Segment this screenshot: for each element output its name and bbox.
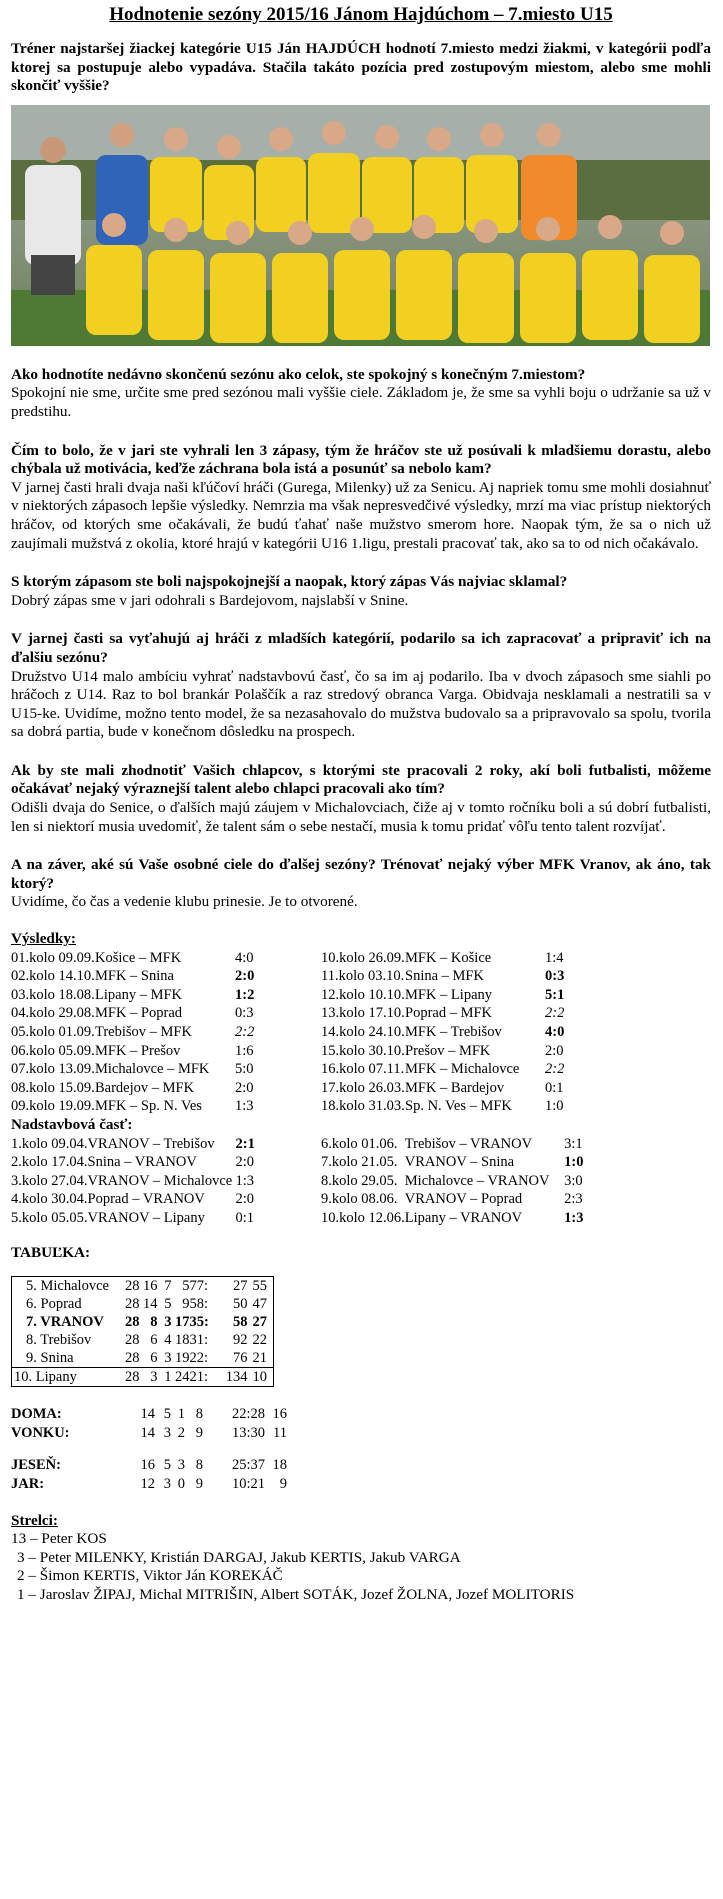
scorer-line: 3 – Peter MILENKY, Kristián DARGAJ, Jakub KERTIS, Jakub VARGA xyxy=(17,1548,461,1566)
results-heading: Výsledky: xyxy=(11,930,76,948)
result-match: Poprad – MFK xyxy=(405,1005,493,1022)
standings-p: 28 xyxy=(125,1278,140,1295)
standings-pts: 47 xyxy=(252,1296,267,1313)
scorer-line: 2 – Šimon KERTIS, Viktor Ján KOREKÁČ xyxy=(17,1567,283,1585)
standings-pts: 10 xyxy=(248,1368,274,1387)
stats-d: 3 xyxy=(177,1457,185,1474)
standings-gf: 58: xyxy=(189,1296,209,1313)
result-round: 11.kolo 03.10. xyxy=(321,968,405,985)
scorers-list xyxy=(11,1530,711,1604)
result-match: VRANOV – Poprad xyxy=(404,1191,523,1208)
standings-pts: 27 xyxy=(252,1314,267,1331)
result-row xyxy=(321,986,591,1005)
standings-team: 10. Lipany xyxy=(12,1368,118,1387)
standings-w: 3 xyxy=(140,1368,158,1387)
stats-p: 16 xyxy=(140,1457,155,1474)
standings-d: 3 xyxy=(164,1350,172,1367)
result-row xyxy=(321,1172,601,1191)
result-match: VRANOV – Trebišov xyxy=(87,1135,215,1152)
stats-p: 12 xyxy=(140,1475,155,1492)
result-round: 07.kolo 13.09. xyxy=(11,1061,95,1078)
qa-block xyxy=(11,366,711,422)
result-row xyxy=(11,1172,321,1191)
stats-row xyxy=(11,1424,287,1443)
answer: Družstvo U14 malo ambíciu vyhrať nadstavbovú časť, čo sa im aj podarilo. Iba v dvoch zápasoch sme siahli po hráčoch z U14. Raz to bol brankár Polaščík a raz stredový obranca Varga. Obidvaja nesklamali a nestratili sa v U15-ke. Uvidíme, možno tento model, že sa nezasahovalo do mužstva budovalo sa a pripravovalo sa spolu, tvorila sa dobrá partia, bude v konečnom dôsledku na prospech. xyxy=(11,667,711,741)
result-score: 1:3 xyxy=(235,1098,254,1115)
standings-row xyxy=(12,1349,274,1368)
result-row xyxy=(11,1153,321,1172)
result-round: 4.kolo 30.04. xyxy=(11,1191,88,1208)
standings-l: 24 xyxy=(172,1368,190,1387)
result-score: 2:0 xyxy=(235,968,255,985)
stats-label: JESEŇ: xyxy=(11,1457,61,1474)
standings-pts: 55 xyxy=(252,1278,267,1295)
intro-paragraph: Tréner najstaršej žiackej kategórie U15 Ján HAJDÚCH hodnotí 7.miesto medzi žiakmi, v kategórii podľa ktorej sa postupuje alebo vypadáva. Stačila takáto pozícia pred zostupovým miestom, alebo sme mohli skončiť vyššie? xyxy=(11,40,711,95)
result-round: 09.kolo 19.09. xyxy=(11,1098,95,1115)
result-score: 0:3 xyxy=(235,1005,254,1022)
result-score: 1:6 xyxy=(235,1042,254,1059)
standings-p: 28 xyxy=(125,1314,140,1331)
result-row xyxy=(321,949,591,968)
result-round: 8.kolo 29.05. xyxy=(321,1172,398,1189)
result-score: 3:0 xyxy=(564,1172,583,1189)
standings-team: 9. Snina xyxy=(26,1350,74,1367)
extra-block xyxy=(11,1135,711,1228)
answer: Odišli dvaja do Senice, o ďalších majú záujem v Michalovciach, čiže aj v tomto ročníku boli a sú dobrí futbalisti, len si niektorí musia uvedomiť, že talent sám o sebe nestačí, musia k tomu pridať vôľu tento talent rozvíjať. xyxy=(11,799,711,835)
extra-left-table xyxy=(11,1135,321,1228)
standings-gf: 31: xyxy=(189,1332,209,1349)
result-row xyxy=(11,949,321,968)
result-round: 02.kolo 14.10. xyxy=(11,968,95,985)
extra-heading: Nadstavbová časť: xyxy=(11,1115,133,1133)
result-match: Lipany – VRANOV xyxy=(404,1209,523,1226)
result-row xyxy=(11,1004,321,1023)
stats-label: VONKU: xyxy=(11,1424,70,1441)
result-score: 4:0 xyxy=(235,949,254,966)
question: Ako hodnotíte nedávno skončenú sezónu ako celok, ste spokojný s konečným 7.miestom? xyxy=(11,365,586,383)
qa-block xyxy=(11,442,711,554)
result-round: 10.kolo 26.09. xyxy=(321,949,405,966)
result-match: Trebišov – MFK xyxy=(95,1024,192,1040)
result-row xyxy=(321,1079,591,1098)
result-score: 2:0 xyxy=(235,1154,255,1171)
results-block xyxy=(11,949,711,1116)
result-score: 5:0 xyxy=(235,1061,254,1078)
stats-l: 8 xyxy=(195,1457,203,1474)
result-score: 2:0 xyxy=(235,1191,255,1208)
article-title: Hodnotenie sezóny 2015/16 Jánom Hajdúchom – 7.miesto U15 xyxy=(109,4,613,25)
team-photo xyxy=(11,105,710,346)
standings-w: 6 xyxy=(150,1332,158,1349)
result-row xyxy=(321,1042,591,1061)
standings-l: 5 xyxy=(182,1278,190,1295)
result-score: 2:2 xyxy=(545,1005,565,1022)
result-round: 10.kolo 12.06. xyxy=(321,1209,405,1226)
standings-ga: 58 xyxy=(233,1314,248,1331)
result-match: MFK – Snina xyxy=(95,968,174,985)
qa-block xyxy=(11,762,711,836)
stats-pts: 18 xyxy=(272,1457,287,1474)
standings-table xyxy=(11,1276,274,1387)
standings-l: 18 xyxy=(175,1332,190,1349)
standings-row xyxy=(12,1295,274,1313)
result-match: Snina – VRANOV xyxy=(87,1154,197,1171)
result-round: 16.kolo 07.11. xyxy=(321,1061,405,1078)
result-score: 2:1 xyxy=(235,1135,255,1152)
standings-row xyxy=(12,1313,274,1331)
result-score: 5:1 xyxy=(545,986,565,1003)
result-round: 6.kolo 01.06. xyxy=(321,1135,398,1152)
result-row xyxy=(11,1042,321,1061)
standings-l: 9 xyxy=(182,1296,190,1313)
result-score: 1:3 xyxy=(564,1209,584,1226)
standings-l: 17 xyxy=(175,1314,190,1331)
stats-p: 14 xyxy=(140,1424,155,1441)
result-match: Poprad – VRANOV xyxy=(87,1191,205,1208)
stats-d: 2 xyxy=(177,1424,185,1441)
result-row xyxy=(321,1190,601,1209)
result-round: 17.kolo 26.03. xyxy=(321,1079,405,1096)
stats-l: 9 xyxy=(195,1475,203,1492)
stats-w: 5 xyxy=(163,1406,171,1423)
result-score: 1:0 xyxy=(564,1154,584,1171)
result-row xyxy=(11,1190,321,1209)
result-match: Trebišov – VRANOV xyxy=(404,1135,533,1152)
standings-d: 3 xyxy=(164,1314,172,1331)
standings-p: 28 xyxy=(125,1296,140,1313)
stats-label: JAR: xyxy=(11,1475,45,1492)
result-row xyxy=(11,967,321,986)
standings-gf: 77: xyxy=(189,1278,209,1295)
interview xyxy=(11,366,711,912)
stats-score: 10:21 xyxy=(231,1475,265,1492)
standings-d: 5 xyxy=(164,1296,172,1313)
result-score: 2:2 xyxy=(545,1061,565,1078)
result-row xyxy=(321,1060,591,1079)
standings-pts: 21 xyxy=(252,1350,267,1367)
result-row xyxy=(321,1023,591,1042)
result-match: Snina – MFK xyxy=(405,968,484,985)
result-match: Sp. N. Ves – MFK xyxy=(405,1098,512,1115)
result-score: 1:3 xyxy=(235,1172,255,1189)
result-round: 7.kolo 21.05. xyxy=(321,1154,398,1171)
scorer-line: 13 – Peter KOS xyxy=(11,1530,107,1548)
standings-team: 8. Trebišov xyxy=(26,1332,92,1349)
result-match: VRANOV – Lipany xyxy=(87,1209,205,1226)
result-score: 4:0 xyxy=(545,1024,565,1040)
result-row xyxy=(11,1097,321,1116)
result-score: 0:1 xyxy=(545,1079,564,1096)
standings-row xyxy=(12,1331,274,1349)
standings-p: 28 xyxy=(125,1332,140,1349)
result-match: MFK – Lipany xyxy=(405,986,492,1003)
result-round: 3.kolo 27.04. xyxy=(11,1172,88,1189)
standings-team: 6. Poprad xyxy=(26,1296,82,1313)
standings-d: 1 xyxy=(158,1368,172,1387)
question: S ktorým zápasom ste boli najspokojnejší a naopak, ktorý zápas Vás najviac sklamal? xyxy=(11,573,568,591)
table-heading: TABUĽKA: xyxy=(11,1243,91,1261)
result-round: 08.kolo 15.09. xyxy=(11,1079,95,1096)
stats-w: 5 xyxy=(163,1457,171,1474)
result-round: 14.kolo 24.10. xyxy=(321,1024,405,1040)
answer: Dobrý zápas sme v jari odohrali s Bardejovom, najslabší v Snine. xyxy=(11,591,409,609)
result-row xyxy=(11,1079,321,1098)
stats-score: 13:30 xyxy=(231,1424,265,1441)
standings-gf: 22: xyxy=(189,1350,209,1367)
result-round: 15.kolo 30.10. xyxy=(321,1042,405,1059)
result-round: 5.kolo 05.05. xyxy=(11,1209,88,1226)
result-match: MFK – Poprad xyxy=(95,1005,183,1022)
result-row xyxy=(321,1097,591,1116)
result-round: 2.kolo 17.04. xyxy=(11,1154,88,1171)
stats-row xyxy=(11,1405,287,1424)
standings-ga: 76 xyxy=(233,1350,248,1367)
result-row xyxy=(321,1153,601,1172)
result-round: 03.kolo 18.08. xyxy=(11,986,95,1003)
qa-block xyxy=(11,573,711,610)
result-round: 06.kolo 05.09. xyxy=(11,1042,95,1059)
standings-team: 5. Michalovce xyxy=(26,1278,109,1295)
result-row xyxy=(321,1209,601,1228)
question: V jarnej časti sa vyťahujú aj hráči z mladších kategórií, podarilo sa ich zapracovať a pripraviť ich na ďalšiu sezónu? xyxy=(11,630,711,666)
standings-row xyxy=(12,1368,274,1387)
result-round: 1.kolo 09.04. xyxy=(11,1135,88,1152)
standings-w: 16 xyxy=(143,1278,158,1295)
stats-label: DOMA: xyxy=(11,1406,62,1423)
season-half-stats xyxy=(11,1456,287,1493)
result-round: 04.kolo 29.08. xyxy=(11,1005,95,1022)
stats-w: 3 xyxy=(163,1475,171,1492)
result-round: 9.kolo 08.06. xyxy=(321,1191,398,1208)
extra-right-table xyxy=(321,1135,601,1228)
stats-d: 1 xyxy=(177,1406,185,1423)
standings-p: 28 xyxy=(118,1368,140,1387)
stats-pts: 16 xyxy=(272,1406,287,1423)
standings-ga: 92 xyxy=(233,1332,248,1349)
result-match: VRANOV – Snina xyxy=(404,1154,515,1171)
standings-ga: 27 xyxy=(233,1278,248,1295)
result-row xyxy=(321,1135,601,1154)
stats-l: 9 xyxy=(195,1424,203,1441)
standings-row xyxy=(12,1277,274,1296)
standings-p: 28 xyxy=(125,1350,140,1367)
result-score: 2:0 xyxy=(545,1042,564,1059)
result-row xyxy=(321,967,591,986)
answer: Spokojní nie sme, určite sme pred sezónou mali vyššie ciele. Základom je, že sme sa vyhli boju o udržanie sa už v predstihu. xyxy=(11,384,711,420)
stats-p: 14 xyxy=(140,1406,155,1423)
result-row xyxy=(11,1209,321,1228)
result-match: Bardejov – MFK xyxy=(95,1079,195,1096)
standings-gf: 35: xyxy=(189,1314,209,1331)
question: Ak by ste mali zhodnotiť Vašich chlapcov, s ktorými ste pracovali 2 roky, akí boli futbalisti, môžeme očakávať nejaký výraznejší talent alebo chlapci pracovali ako tím? xyxy=(11,761,711,798)
home-away-stats xyxy=(11,1405,287,1442)
result-score: 1:4 xyxy=(545,949,564,966)
standings-w: 8 xyxy=(150,1314,158,1331)
result-score: 3:1 xyxy=(564,1135,583,1152)
standings-l: 19 xyxy=(175,1350,190,1367)
standings-team: 7. VRANOV xyxy=(26,1314,104,1331)
stats-d: 0 xyxy=(177,1475,185,1492)
result-score: 2:3 xyxy=(564,1191,583,1208)
result-match: MFK – Košice xyxy=(405,949,492,966)
stats-score: 22:28 xyxy=(231,1406,265,1423)
result-score: 0:1 xyxy=(235,1209,255,1226)
result-match: Košice – MFK xyxy=(95,949,182,966)
stats-score: 25:37 xyxy=(231,1457,265,1474)
result-round: 18.kolo 31.03. xyxy=(321,1098,405,1115)
result-match: MFK – Prešov xyxy=(95,1042,181,1059)
result-match: Michalovce – MFK xyxy=(95,1061,210,1078)
stats-w: 3 xyxy=(163,1424,171,1441)
question: Čím to bolo, že v jari ste vyhrali len 3 zápasy, tým že hráčov ste už posúvali k mladšiemu dorastu, alebo chýbala už motivácia, keďže záchrana bola istá a posunúť sa nebolo kam? xyxy=(11,441,711,478)
result-match: Michalovce – VRANOV xyxy=(404,1172,550,1189)
standings-d: 7 xyxy=(164,1278,172,1295)
result-score: 0:3 xyxy=(545,968,565,985)
result-row xyxy=(11,986,321,1005)
qa-block xyxy=(11,856,711,912)
standings-ga: 134 xyxy=(218,1368,248,1387)
standings-w: 14 xyxy=(143,1296,158,1313)
result-score: 2:0 xyxy=(235,1079,254,1096)
result-score: 2:2 xyxy=(235,1024,255,1040)
standings-ga: 50 xyxy=(233,1296,248,1313)
stats-pts: 11 xyxy=(273,1424,287,1441)
scorers-heading: Strelci: xyxy=(11,1511,58,1529)
result-round: 01.kolo 09.09. xyxy=(11,949,95,966)
result-round: 05.kolo 01.09. xyxy=(11,1024,95,1040)
result-row xyxy=(321,1004,591,1023)
result-row xyxy=(11,1135,321,1154)
question: A na záver, aké sú Vaše osobné ciele do ďalšej sezóny? Trénovať nejaký výber MFK Vranov, ak áno, tak ktorý? xyxy=(11,856,711,892)
result-match: MFK – Bardejov xyxy=(405,1079,505,1096)
result-round: 12.kolo 10.10. xyxy=(321,986,405,1003)
standings-w: 6 xyxy=(150,1350,158,1367)
stats-l: 8 xyxy=(195,1406,203,1423)
result-match: VRANOV – Michalovce xyxy=(87,1172,233,1189)
stats-row xyxy=(11,1456,287,1475)
result-row xyxy=(11,1060,321,1079)
stats-row xyxy=(11,1475,287,1494)
result-row xyxy=(11,1023,321,1042)
result-round: 13.kolo 17.10. xyxy=(321,1005,405,1022)
answer: Uvidíme, čo čas a vedenie klubu prinesie. Je to otvorené. xyxy=(11,893,358,911)
result-match: Lipany – MFK xyxy=(95,986,182,1003)
result-match: MFK – Trebišov xyxy=(405,1024,502,1040)
standings-pts: 22 xyxy=(252,1332,267,1349)
result-score: 1:0 xyxy=(545,1098,564,1115)
answer: V jarnej časti hrali dvaja naši kľúčoví hráči (Gurega, Milenky) už za Senicu. Aj napriek tomu sme mohli dosiahnuť v niektorých zápasoch lepšie výsledky. Nemrzia ma však nepresvedčivé výsledky, mrzí ma viac prístup niektorých hráčov, od ktorých sme očakávali, že budú ťahať naše mužstvo smerom hore. Naopak tým, že sa o nich už zaujímali mužstvá z okolia, ktoré hrajú v kategórii U16 1.ligu, prestali pracovať tak, ako sa to od nich očakávalo. xyxy=(11,478,711,552)
standings-gf: 21: xyxy=(190,1368,218,1387)
result-match: Prešov – MFK xyxy=(405,1042,491,1059)
result-match: MFK – Sp. N. Ves xyxy=(95,1098,202,1115)
stats-pts: 9 xyxy=(279,1475,287,1492)
results-left-table xyxy=(11,949,321,1116)
qa-block xyxy=(11,630,711,742)
standings-d: 4 xyxy=(164,1332,172,1349)
result-score: 1:2 xyxy=(235,986,255,1003)
results-right-table xyxy=(321,949,591,1116)
result-match: MFK – Michalovce xyxy=(405,1061,520,1078)
scorer-line: 1 – Jaroslav ŽIPAJ, Michal MITRIŠIN, Albert SOTÁK, Jozef ŽOLNA, Jozef MOLITORIS xyxy=(17,1585,575,1603)
